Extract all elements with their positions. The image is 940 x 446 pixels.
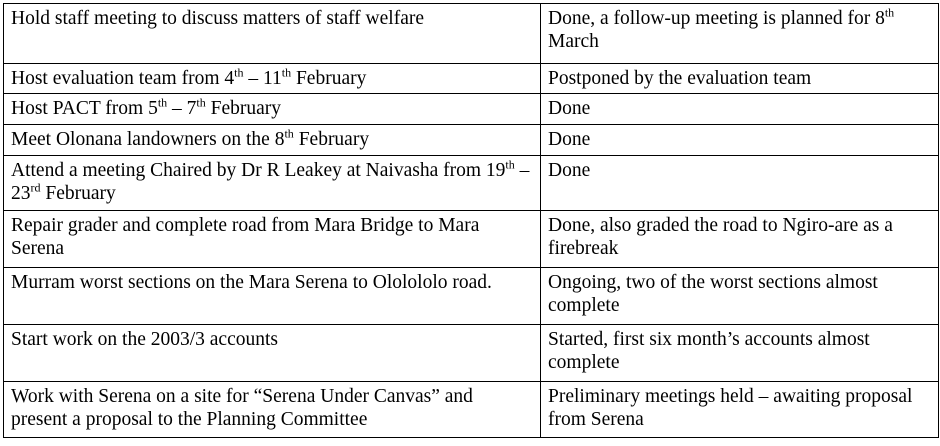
task-cell bbox=[4, 4, 541, 64]
cell-text: Done bbox=[548, 129, 591, 150]
status-cell bbox=[541, 64, 939, 94]
status-cell bbox=[541, 94, 939, 125]
ordinal-suffix: th bbox=[196, 95, 206, 110]
ordinal-suffix: rd bbox=[30, 180, 41, 195]
table-row bbox=[4, 382, 939, 438]
task-cell bbox=[4, 64, 541, 94]
cell-text: Attend a meeting Chaired by Dr R Leakey at Naivasha from 19 bbox=[11, 160, 506, 181]
status-cell bbox=[541, 4, 939, 64]
status-cell bbox=[541, 125, 939, 156]
cell-text: February bbox=[40, 183, 116, 204]
cell-text: March bbox=[548, 31, 599, 52]
status-cell bbox=[541, 325, 939, 382]
cell-text: February bbox=[205, 98, 282, 119]
status-cell bbox=[541, 268, 939, 325]
ordinal-suffix: th bbox=[884, 5, 895, 20]
task-cell bbox=[4, 94, 541, 125]
cell-text: Preliminary meetings held – awaiting proposal from Serena bbox=[548, 386, 913, 430]
cell-text: – 23 bbox=[11, 160, 530, 204]
progress-table bbox=[3, 3, 939, 438]
cell-text: Done bbox=[548, 160, 591, 181]
cell-text: Done bbox=[548, 98, 591, 119]
table-row bbox=[4, 211, 939, 268]
table-row bbox=[4, 64, 939, 94]
cell-text: – 7 bbox=[167, 98, 197, 119]
cell-text: Ongoing, two of the worst sections almost complete bbox=[548, 272, 878, 316]
task-cell bbox=[4, 268, 541, 325]
cell-text: Done, a follow-up meeting is planned for bbox=[548, 8, 876, 29]
task-cell bbox=[4, 325, 541, 382]
cell-text: Work with Serena on a site for “Serena Under Canvas” and present a proposal to the Planning Committee bbox=[11, 386, 473, 430]
ordinal-suffix: th bbox=[157, 95, 168, 110]
task-cell bbox=[4, 125, 541, 156]
status-cell bbox=[541, 382, 939, 438]
cell-text: 8 bbox=[875, 8, 885, 29]
ordinal-suffix: th bbox=[234, 65, 244, 80]
cell-text: Murram worst sections on the Mara Serena to Ololololo road. bbox=[11, 272, 492, 293]
table-row bbox=[4, 4, 939, 64]
cell-text: Start work on the 2003/3 accounts bbox=[11, 329, 278, 350]
task-cell bbox=[4, 382, 541, 438]
cell-text: Hold staff meeting to discuss matters of staff welfare bbox=[11, 8, 425, 29]
cell-text: – 11 bbox=[243, 68, 282, 89]
cell-text: Meet Olonana landowners on the 8 bbox=[11, 129, 285, 150]
cell-text: Host evaluation team from 4 bbox=[11, 68, 235, 89]
table-row bbox=[4, 125, 939, 156]
cell-text: Done, also graded the road to Ngiro-are as a firebreak bbox=[548, 215, 893, 259]
ordinal-suffix: th bbox=[281, 65, 292, 80]
cell-text: February bbox=[291, 68, 367, 89]
cell-text: Host PACT from 5 bbox=[11, 98, 158, 119]
ordinal-suffix: th bbox=[505, 157, 515, 172]
cell-text: Started, first six month’s accounts almost complete bbox=[548, 329, 870, 373]
status-cell bbox=[541, 211, 939, 268]
ordinal-suffix: th bbox=[284, 126, 294, 141]
task-cell bbox=[4, 211, 541, 268]
cell-text: Repair grader and complete road from Mara Bridge to Mara Serena bbox=[11, 215, 480, 259]
table-row bbox=[4, 325, 939, 382]
table-row bbox=[4, 94, 939, 125]
status-cell bbox=[541, 156, 939, 211]
table-row bbox=[4, 268, 939, 325]
cell-text: February bbox=[293, 129, 370, 150]
task-cell bbox=[4, 156, 541, 211]
table-row bbox=[4, 156, 939, 211]
cell-text: Postponed by the evaluation team bbox=[548, 68, 812, 89]
